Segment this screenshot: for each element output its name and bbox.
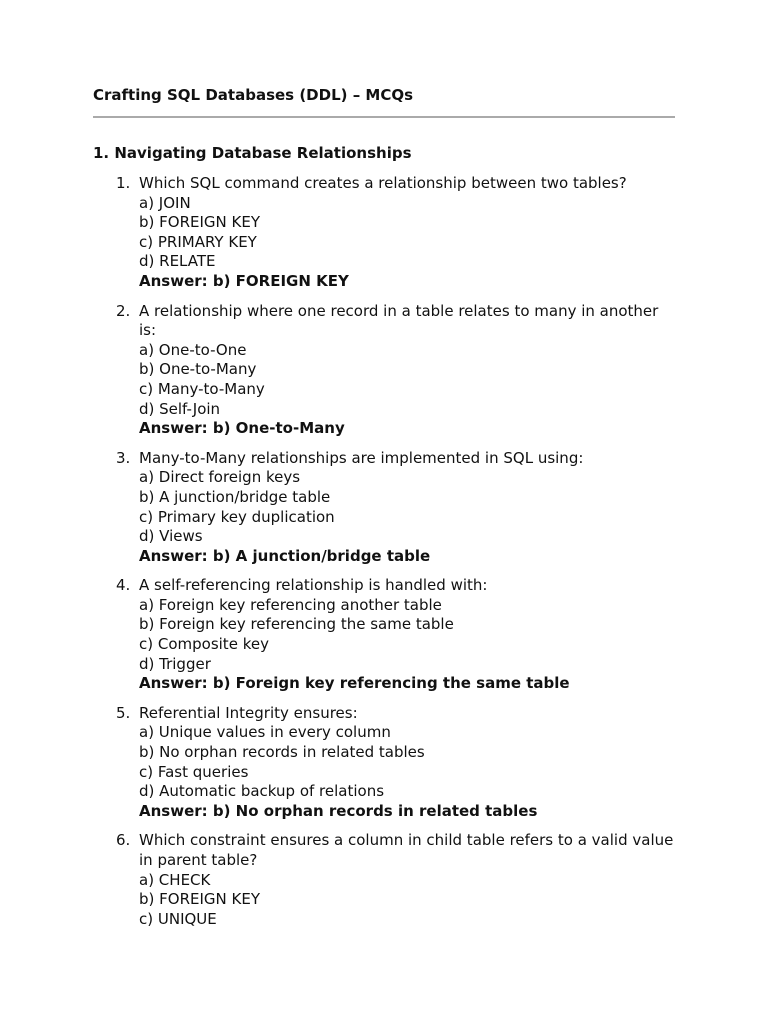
- section-heading: 1. Navigating Database Relationships: [93, 144, 412, 162]
- answer-option: d) Self-Join: [139, 399, 221, 418]
- question-number: 2.: [116, 301, 131, 320]
- correct-answer: Answer: b) Foreign key referencing the same table: [139, 674, 570, 693]
- answer-option: c) Fast queries: [139, 762, 249, 781]
- question-text: A relationship where one record in a table relates to many in another is:: [139, 301, 659, 340]
- correct-answer: Answer: b) No orphan records in related tables: [139, 801, 538, 820]
- question-number: 4.: [116, 576, 131, 595]
- question-item: [93, 576, 675, 694]
- question-text: Which constraint ensures a column in child table refers to a valid value in parent table?: [139, 831, 674, 869]
- answer-option: b) Foreign key referencing the same table: [139, 615, 454, 634]
- answer-option: d) RELATE: [139, 252, 216, 271]
- answer-option: c) UNIQUE: [139, 909, 217, 928]
- answer-option: a) One-to-One: [139, 340, 247, 359]
- question-number: 5.: [116, 703, 131, 722]
- answer-option: b) No orphan records in related tables: [139, 743, 425, 762]
- question-item: [93, 704, 675, 822]
- answer-option: a) Unique values in every column: [139, 723, 391, 742]
- question-number: 3.: [116, 448, 131, 467]
- correct-answer: Answer: b) One-to-Many: [139, 419, 345, 438]
- answer-option: b) FOREIGN KEY: [139, 890, 260, 909]
- answer-option: c) Composite key: [139, 635, 269, 654]
- question-item: [93, 174, 675, 292]
- question-text: A self-referencing relationship is handled with:: [139, 576, 488, 595]
- answer-option: a) Direct foreign keys: [139, 468, 301, 487]
- question-item: [93, 831, 675, 929]
- answer-option: a) JOIN: [139, 193, 191, 212]
- answer-option: b) One-to-Many: [139, 360, 257, 379]
- answer-option: a) Foreign key referencing another table: [139, 595, 442, 614]
- answer-option: c) Primary key duplication: [139, 507, 335, 526]
- correct-answer: Answer: b) A junction/bridge table: [139, 546, 431, 565]
- answer-option: b) A junction/bridge table: [139, 487, 331, 506]
- title-divider: [93, 116, 675, 118]
- question-text: Many-to-Many relationships are implemented in SQL using:: [139, 448, 584, 467]
- question-item: [93, 302, 675, 439]
- question-number: 6.: [116, 831, 131, 850]
- answer-option: a) CHECK: [139, 870, 211, 889]
- question-item: [93, 449, 675, 567]
- document-title: Crafting SQL Databases (DDL) – MCQs: [93, 86, 414, 104]
- question-text: Referential Integrity ensures:: [139, 703, 358, 722]
- question-number: 1.: [116, 174, 131, 192]
- answer-option: d) Automatic backup of relations: [139, 782, 385, 801]
- answer-option: c) Many-to-Many: [139, 379, 265, 398]
- answer-option: d) Trigger: [139, 654, 211, 673]
- question-list: [93, 174, 675, 939]
- question-text: Which SQL command creates a relationship between two tables?: [139, 174, 627, 192]
- correct-answer: Answer: b) FOREIGN KEY: [139, 271, 349, 290]
- answer-option: d) Views: [139, 527, 203, 546]
- answer-option: b) FOREIGN KEY: [139, 213, 260, 232]
- answer-option: c) PRIMARY KEY: [139, 232, 257, 251]
